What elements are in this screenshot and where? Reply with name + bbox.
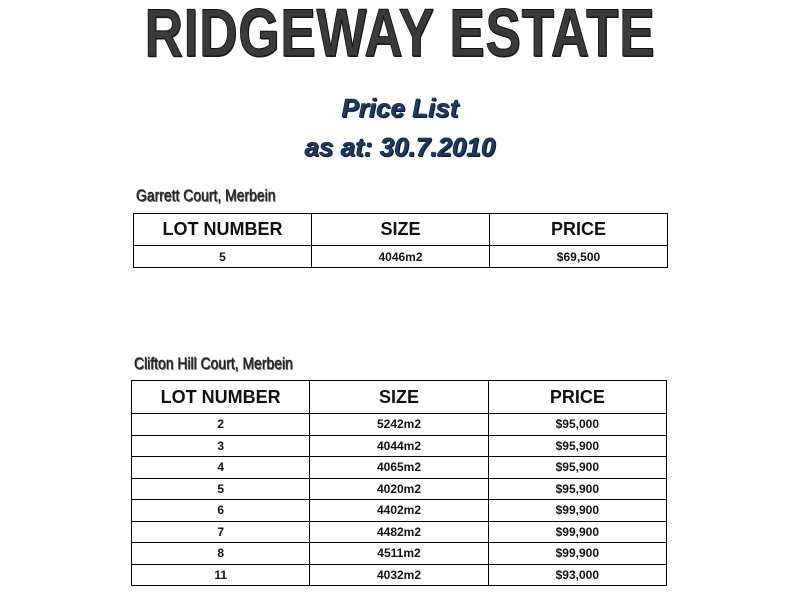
price-cell: $95,000: [488, 414, 666, 436]
lot-number-cell: 3: [132, 435, 310, 457]
table-row: [132, 543, 667, 565]
table-row: [134, 246, 668, 268]
lot-number-cell: 11: [132, 564, 310, 586]
table-row: [132, 478, 667, 500]
size-cell: 4020m2: [310, 478, 488, 500]
column-header-size: SIZE: [310, 381, 488, 414]
lot-number-cell: 2: [132, 414, 310, 436]
size-cell: 4046m2: [312, 246, 490, 268]
size-cell: 4032m2: [310, 564, 488, 586]
column-header-price: PRICE: [488, 381, 666, 414]
price-table-clifton-hill-court: [131, 380, 667, 586]
table-row: [132, 414, 667, 436]
price-cell: $99,900: [488, 543, 666, 565]
price-table-garrett-court: [133, 213, 668, 268]
price-list-date: as at: 30.7.2010: [304, 132, 496, 162]
price-cell: $69,500: [490, 246, 668, 268]
size-cell: 5242m2: [310, 414, 488, 436]
price-cell: $95,900: [488, 457, 666, 479]
size-cell: 4482m2: [310, 521, 488, 543]
lot-number-cell: 6: [132, 500, 310, 522]
column-header-price: PRICE: [490, 214, 668, 246]
lot-number-cell: 7: [132, 521, 310, 543]
price-list-heading: Price List: [341, 93, 459, 123]
table-row: [132, 500, 667, 522]
table-row: [132, 564, 667, 586]
price-cell: $99,900: [488, 521, 666, 543]
lot-number-cell: 4: [132, 457, 310, 479]
section-label-garrett-court: Garrett Court, Merbein: [136, 186, 276, 205]
lot-number-cell: 5: [132, 478, 310, 500]
price-cell: $99,900: [488, 500, 666, 522]
table-header-row: [132, 381, 667, 414]
column-header-lot-number: LOT NUMBER: [134, 214, 312, 246]
price-cell: $95,900: [488, 435, 666, 457]
size-cell: 4402m2: [310, 500, 488, 522]
column-header-size: SIZE: [312, 214, 490, 246]
table-row: [132, 457, 667, 479]
size-cell: 4065m2: [310, 457, 488, 479]
column-header-lot-number: LOT NUMBER: [132, 381, 310, 414]
price-cell: $95,900: [488, 478, 666, 500]
section-label-clifton-hill-court: Clifton Hill Court, Merbein: [134, 354, 293, 373]
table-row: [132, 521, 667, 543]
lot-number-cell: 5: [134, 246, 312, 268]
table-header-row: [134, 214, 668, 246]
size-cell: 4511m2: [310, 543, 488, 565]
estate-title: RIDGEWAY ESTATE: [144, 0, 656, 71]
size-cell: 4044m2: [310, 435, 488, 457]
lot-number-cell: 8: [132, 543, 310, 565]
price-cell: $93,000: [488, 564, 666, 586]
table-row: [132, 435, 667, 457]
